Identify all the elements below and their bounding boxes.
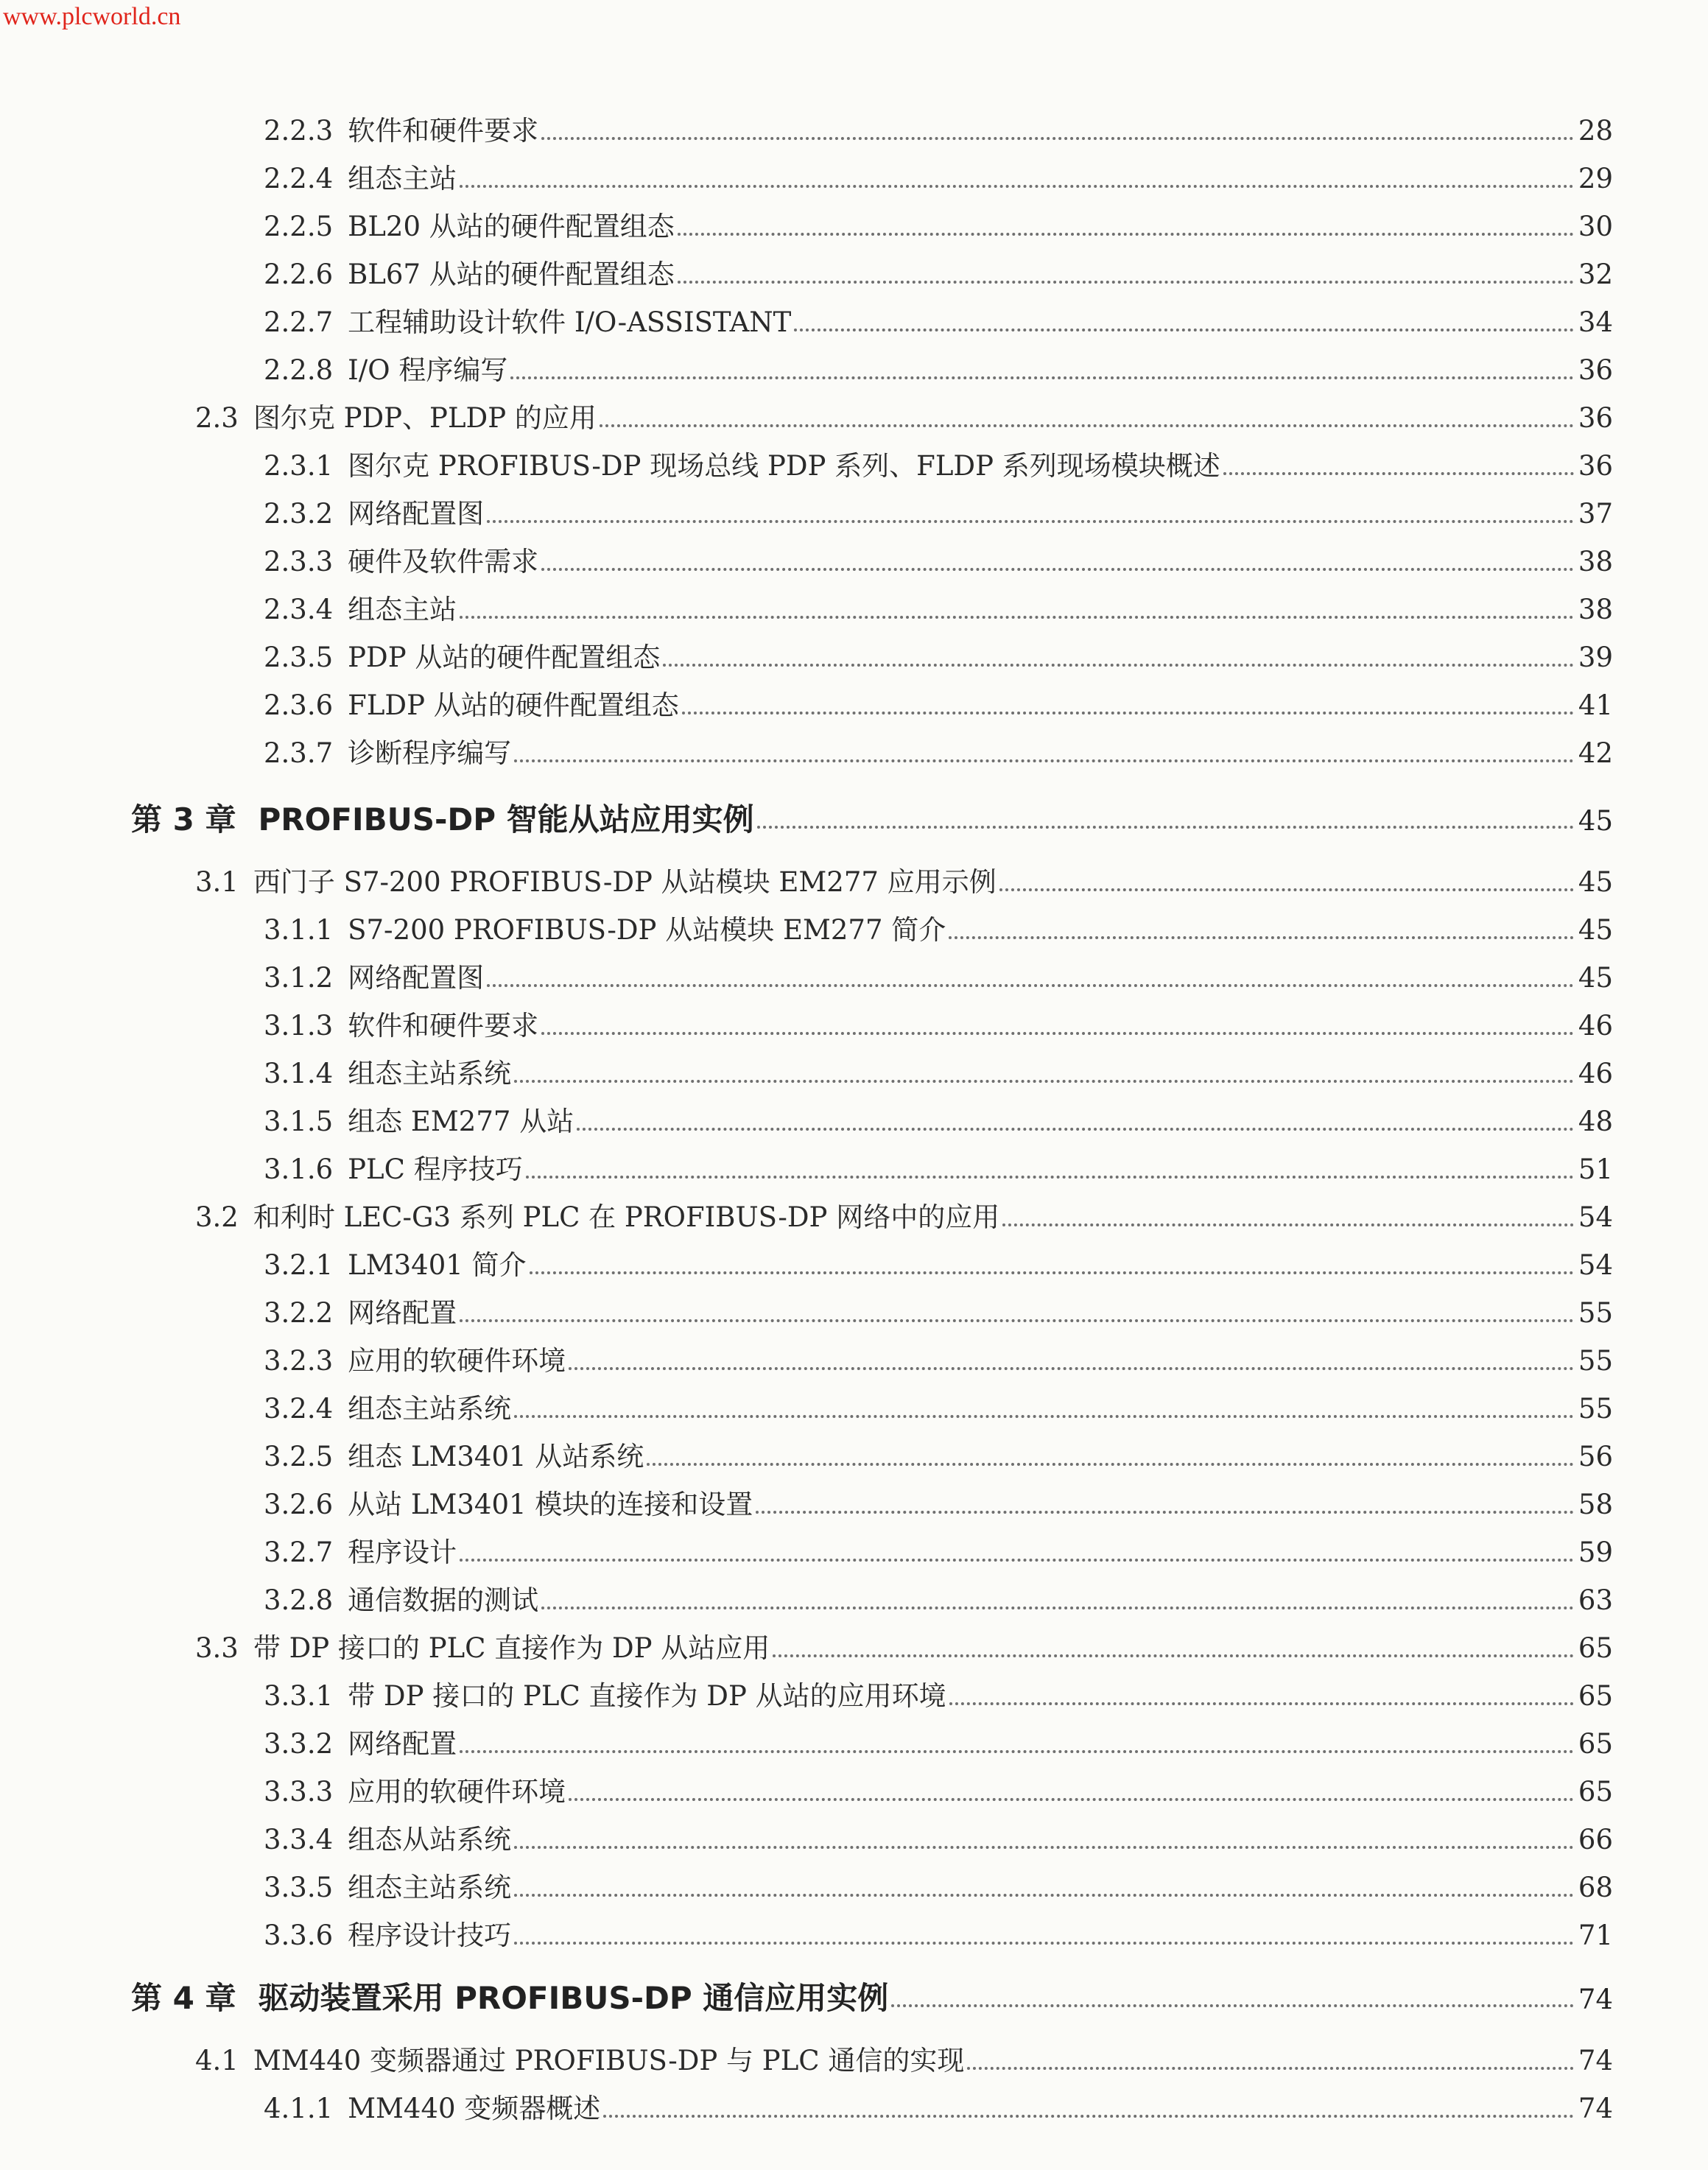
toc-entry-page-number: 45 [1578, 866, 1613, 898]
toc-entry-page-number: 59 [1578, 1537, 1613, 1568]
toc-entry-page-number: 38 [1578, 546, 1613, 577]
toc-entry-title: BL67 从站的硬件配置组态 [348, 259, 675, 290]
toc-subsection-entry[interactable] [264, 541, 1613, 583]
dot-leader [487, 984, 1574, 987]
toc-subsection-entry[interactable] [264, 1484, 1613, 1525]
toc-entry-page-number: 58 [1578, 1489, 1613, 1520]
toc-subsection-entry[interactable] [264, 589, 1613, 631]
toc-entry-number: 第 3 章 [131, 801, 236, 838]
toc-entry-number: 2.2.7 [264, 306, 334, 338]
dot-leader [569, 1798, 1574, 1801]
toc-entry-page-number: 41 [1578, 689, 1613, 721]
dot-leader [487, 520, 1574, 523]
toc-entry-page-number: 74 [1578, 2045, 1613, 2076]
toc-entry-page-number: 54 [1578, 1201, 1613, 1233]
dot-leader [967, 2067, 1574, 2070]
toc-subsection-entry[interactable] [264, 1293, 1613, 1334]
toc-subsection-entry[interactable] [264, 1005, 1613, 1047]
toc-entry-page-number: 45 [1578, 962, 1613, 994]
toc-subsection-entry[interactable] [264, 158, 1613, 200]
toc-entry-number: 3.3.6 [264, 1920, 334, 1951]
toc-entry-title: MM440 变频器通过 PROFIBUS-DP 与 PLC 通信的实现 [253, 2045, 965, 2076]
toc-entry-page-number: 54 [1578, 1249, 1613, 1281]
toc-subsection-entry[interactable] [264, 494, 1613, 535]
toc-section-entry[interactable] [195, 2040, 1613, 2082]
toc-entry-number: 4.1 [195, 2045, 239, 2076]
toc-subsection-entry[interactable] [264, 685, 1613, 726]
dot-leader [1002, 1223, 1574, 1226]
toc-entry-title: 图尔克 PROFIBUS-DP 现场总线 PDP 系列、FLDP 系列现场模块概述 [348, 450, 1220, 482]
toc-entry-page-number: 65 [1578, 1632, 1613, 1664]
toc-entry-title: 软件和硬件要求 [348, 1010, 539, 1042]
dot-leader [1223, 472, 1574, 475]
toc-entry-number: 3.1.1 [264, 914, 334, 946]
toc-entry-title: 组态 LM3401 从站系统 [348, 1441, 644, 1472]
toc-entry-page-number: 37 [1578, 498, 1613, 530]
toc-entry-number: 2.3.2 [264, 498, 334, 530]
toc-subsection-entry[interactable] [264, 1388, 1613, 1430]
toc-entry-page-number: 34 [1578, 306, 1613, 338]
toc-entry-number: 3.1.3 [264, 1010, 334, 1042]
dot-leader [600, 424, 1574, 427]
toc-entry-title: 程序设计技巧 [348, 1920, 512, 1951]
toc-entry-title: BL20 从站的硬件配置组态 [348, 211, 675, 242]
toc-subsection-entry[interactable] [264, 1580, 1613, 1621]
toc-entry-number: 3.1.6 [264, 1154, 334, 1185]
dot-leader [514, 759, 1574, 762]
toc-entry-page-number: 36 [1578, 354, 1613, 386]
dot-leader [999, 888, 1574, 891]
toc-entry-title: 软件和硬件要求 [348, 115, 539, 147]
dot-leader [773, 1654, 1574, 1657]
toc-entry-title: 网络配置 [348, 1728, 457, 1760]
toc-entry-page-number: 39 [1578, 642, 1613, 673]
toc-entry-page-number: 32 [1578, 259, 1613, 290]
toc-entry-page-number: 63 [1578, 1584, 1613, 1616]
toc-entry-number: 2.3.7 [264, 737, 334, 769]
dot-leader [514, 1894, 1574, 1897]
toc-entry-title: 带 DP 接口的 PLC 直接作为 DP 从站应用 [253, 1632, 770, 1664]
toc-subsection-entry[interactable] [264, 1819, 1613, 1861]
toc-entry-title: 西门子 S7-200 PROFIBUS-DP 从站模块 EM277 应用示例 [253, 866, 997, 898]
dot-leader [526, 1176, 1574, 1179]
dot-leader [794, 329, 1574, 331]
toc-entry-title: FLDP 从站的硬件配置组态 [348, 689, 679, 721]
toc-entry-title: 应用的软硬件环境 [348, 1776, 566, 1808]
toc-entry-page-number: 66 [1578, 1824, 1613, 1855]
toc-entry-title: 诊断程序编写 [348, 737, 512, 769]
toc-entry-number: 3.2.5 [264, 1441, 334, 1472]
toc-entry-title: 组态主站系统 [348, 1393, 512, 1425]
dot-leader [514, 1080, 1574, 1083]
toc-subsection-entry[interactable] [264, 1101, 1613, 1142]
toc-entry-title: 组态主站系统 [348, 1872, 512, 1903]
toc-entry-number: 2.3 [195, 402, 239, 434]
toc-entry-title: S7-200 PROFIBUS-DP 从站模块 EM277 简介 [348, 914, 946, 946]
dot-leader [891, 2004, 1574, 2007]
dot-leader [460, 1319, 1574, 1322]
toc-entry-page-number: 45 [1578, 914, 1613, 946]
toc-entry-page-number: 28 [1578, 115, 1613, 147]
toc-entry-number: 3.2.4 [264, 1393, 334, 1425]
toc-entry-number: 3.2.6 [264, 1489, 334, 1520]
toc-entry-page-number: 74 [1578, 2093, 1613, 2124]
toc-subsection-entry[interactable] [264, 254, 1613, 295]
toc-entry-page-number: 45 [1578, 805, 1613, 837]
toc-entry-number: 2.3.6 [264, 689, 334, 721]
toc-entry-number: 3.3.4 [264, 1824, 334, 1855]
toc-entry-page-number: 30 [1578, 211, 1613, 242]
toc-entry-number: 3.1.4 [264, 1058, 334, 1089]
toc-entry-page-number: 74 [1578, 1984, 1613, 2015]
toc-entry-title: 组态从站系统 [348, 1824, 512, 1855]
toc-entry-page-number: 55 [1578, 1297, 1613, 1329]
toc-subsection-entry[interactable] [264, 637, 1613, 678]
toc-entry-title: 组态 EM277 从站 [348, 1106, 574, 1137]
toc-entry-title: 带 DP 接口的 PLC 直接作为 DP 从站的应用环境 [348, 1680, 946, 1712]
toc-subsection-entry[interactable] [264, 1149, 1613, 1190]
toc-subsection-entry[interactable] [264, 1245, 1613, 1286]
dot-leader [949, 936, 1574, 939]
toc-subsection-entry[interactable] [264, 1915, 1613, 1956]
dot-leader [514, 1846, 1574, 1849]
toc-entry-number: 2.3.3 [264, 546, 334, 577]
toc-entry-number: 2.2.4 [264, 163, 334, 194]
toc-entry-title: I/O 程序编写 [348, 354, 508, 386]
dot-leader [541, 1607, 1574, 1609]
toc-entry-number: 3.1 [195, 866, 239, 898]
dot-leader [949, 1702, 1574, 1705]
dot-leader [460, 616, 1574, 619]
toc-entry-title: 驱动装置采用 PROFIBUS-DP 通信应用实例 [258, 1980, 889, 2016]
dot-leader [541, 137, 1574, 140]
toc-entry-page-number: 51 [1578, 1154, 1613, 1185]
toc-entry-page-number: 46 [1578, 1010, 1613, 1042]
dot-leader [678, 233, 1574, 236]
dot-leader [541, 1032, 1574, 1035]
toc-entry-page-number: 65 [1578, 1776, 1613, 1808]
toc-section-entry[interactable] [195, 398, 1613, 439]
toc-entry-page-number: 71 [1578, 1920, 1613, 1951]
dot-leader [603, 2115, 1574, 2118]
toc-entry-number: 3.2.1 [264, 1249, 334, 1281]
toc-subsection-entry[interactable] [264, 1053, 1613, 1095]
watermark-url: www.plcworld.cn [3, 3, 181, 30]
toc-subsection-entry[interactable] [264, 733, 1613, 774]
toc-subsection-entry[interactable] [264, 446, 1613, 487]
toc-entry-number: 3.2.3 [264, 1345, 334, 1377]
dot-leader [514, 1415, 1574, 1418]
toc-entry-page-number: 48 [1578, 1106, 1613, 1137]
toc-entry-page-number: 65 [1578, 1680, 1613, 1712]
dot-leader [460, 1750, 1574, 1753]
toc-entry-title: 工程辅助设计软件 I/O-ASSISTANT [348, 306, 792, 338]
dot-leader [757, 826, 1574, 829]
dot-leader [577, 1128, 1574, 1131]
toc-entry-title: 网络配置 [348, 1297, 457, 1329]
dot-leader [514, 1942, 1574, 1945]
toc-entry-title: LM3401 简介 [348, 1249, 527, 1281]
toc-entry-title: 从站 LM3401 模块的连接和设置 [348, 1489, 753, 1520]
toc-entry-number: 3.2.2 [264, 1297, 334, 1329]
toc-entry-page-number: 65 [1578, 1728, 1613, 1760]
toc-entry-page-number: 29 [1578, 163, 1613, 194]
toc-section-entry[interactable] [195, 1628, 1613, 1669]
toc-entry-title: 和利时 LEC-G3 系列 PLC 在 PROFIBUS-DP 网络中的应用 [253, 1201, 1000, 1233]
toc-entry-title: PROFIBUS-DP 智能从站应用实例 [258, 801, 754, 838]
toc-subsection-entry[interactable] [264, 2088, 1613, 2129]
toc-entry-number: 3.1.2 [264, 962, 334, 994]
toc-entry-title: 网络配置图 [348, 498, 485, 530]
toc-entry-number: 3.3.1 [264, 1680, 334, 1712]
toc-entry-number: 2.3.1 [264, 450, 334, 482]
toc-subsection-entry[interactable] [264, 1867, 1613, 1909]
toc-entry-title: 程序设计 [348, 1537, 457, 1568]
toc-subsection-entry[interactable] [264, 1341, 1613, 1382]
toc-subsection-entry[interactable] [264, 1772, 1613, 1813]
toc-entry-number: 2.3.5 [264, 642, 334, 673]
toc-entry-number: 3.3.2 [264, 1728, 334, 1760]
toc-entry-title: 应用的软硬件环境 [348, 1345, 566, 1377]
toc-subsection-entry[interactable] [264, 910, 1613, 951]
toc-entry-number: 3.2.7 [264, 1537, 334, 1568]
toc-subsection-entry[interactable] [264, 350, 1613, 391]
toc-entry-number: 2.2.6 [264, 259, 334, 290]
toc-subsection-entry[interactable] [264, 110, 1613, 152]
dot-leader [510, 376, 1574, 379]
dot-leader [541, 568, 1574, 571]
toc-entry-number: 2.3.4 [264, 594, 334, 625]
toc-entry-title: PLC 程序技巧 [348, 1154, 523, 1185]
toc-entry-title: 图尔克 PDP、PLDP 的应用 [253, 402, 597, 434]
dot-leader [678, 281, 1574, 284]
toc-entry-page-number: 68 [1578, 1872, 1613, 1903]
toc-chapter-entry[interactable] [131, 799, 1613, 840]
toc-entry-number: 3.3.5 [264, 1872, 334, 1903]
toc-entry-title: 组态主站系统 [348, 1058, 512, 1089]
dot-leader [569, 1367, 1574, 1370]
toc-entry-number: 3.3 [195, 1632, 239, 1664]
toc-entry-page-number: 36 [1578, 402, 1613, 434]
toc-entry-title: 通信数据的测试 [348, 1584, 539, 1616]
toc-subsection-entry[interactable] [264, 958, 1613, 999]
toc-subsection-entry[interactable] [264, 1532, 1613, 1573]
toc-entry-number: 3.2.8 [264, 1584, 334, 1616]
toc-chapter-entry[interactable] [131, 1978, 1613, 2019]
toc-entry-number: 4.1.1 [264, 2093, 334, 2124]
toc-entry-page-number: 46 [1578, 1058, 1613, 1089]
toc-entry-title: MM440 变频器概述 [348, 2093, 601, 2124]
toc-entry-page-number: 36 [1578, 450, 1613, 482]
toc-entry-number: 2.2.3 [264, 115, 334, 147]
dot-leader [682, 712, 1574, 714]
dot-leader [530, 1271, 1574, 1274]
toc-entry-number: 3.3.3 [264, 1776, 334, 1808]
toc-entry-number: 3.2 [195, 1201, 239, 1233]
dot-leader [647, 1463, 1574, 1466]
toc-subsection-entry[interactable] [264, 1724, 1613, 1765]
toc-section-entry[interactable] [195, 862, 1613, 903]
toc-entry-title: 硬件及软件需求 [348, 546, 539, 577]
toc-entry-page-number: 55 [1578, 1393, 1613, 1425]
toc-entry-title: 组态主站 [348, 594, 457, 625]
toc-entry-title: PDP 从站的硬件配置组态 [348, 642, 661, 673]
toc-subsection-entry[interactable] [264, 302, 1613, 343]
toc-entry-page-number: 38 [1578, 594, 1613, 625]
toc-subsection-entry[interactable] [264, 1436, 1613, 1478]
dot-leader [663, 664, 1574, 667]
dot-leader [460, 1559, 1574, 1562]
toc-subsection-entry[interactable] [264, 1676, 1613, 1717]
toc-section-entry[interactable] [195, 1197, 1613, 1238]
toc-entry-title: 网络配置图 [348, 962, 485, 994]
dot-leader [460, 185, 1574, 188]
toc-entry-page-number: 42 [1578, 737, 1613, 769]
toc-entry-number: 2.2.5 [264, 211, 334, 242]
toc-entry-number: 第 4 章 [131, 1980, 236, 2016]
toc-entry-number: 3.1.5 [264, 1106, 334, 1137]
toc-entry-title: 组态主站 [348, 163, 457, 194]
toc-entry-page-number: 55 [1578, 1345, 1613, 1377]
toc-entry-page-number: 56 [1578, 1441, 1613, 1472]
toc-entry-number: 2.2.8 [264, 354, 334, 386]
dot-leader [756, 1511, 1574, 1514]
toc-subsection-entry[interactable] [264, 206, 1613, 247]
